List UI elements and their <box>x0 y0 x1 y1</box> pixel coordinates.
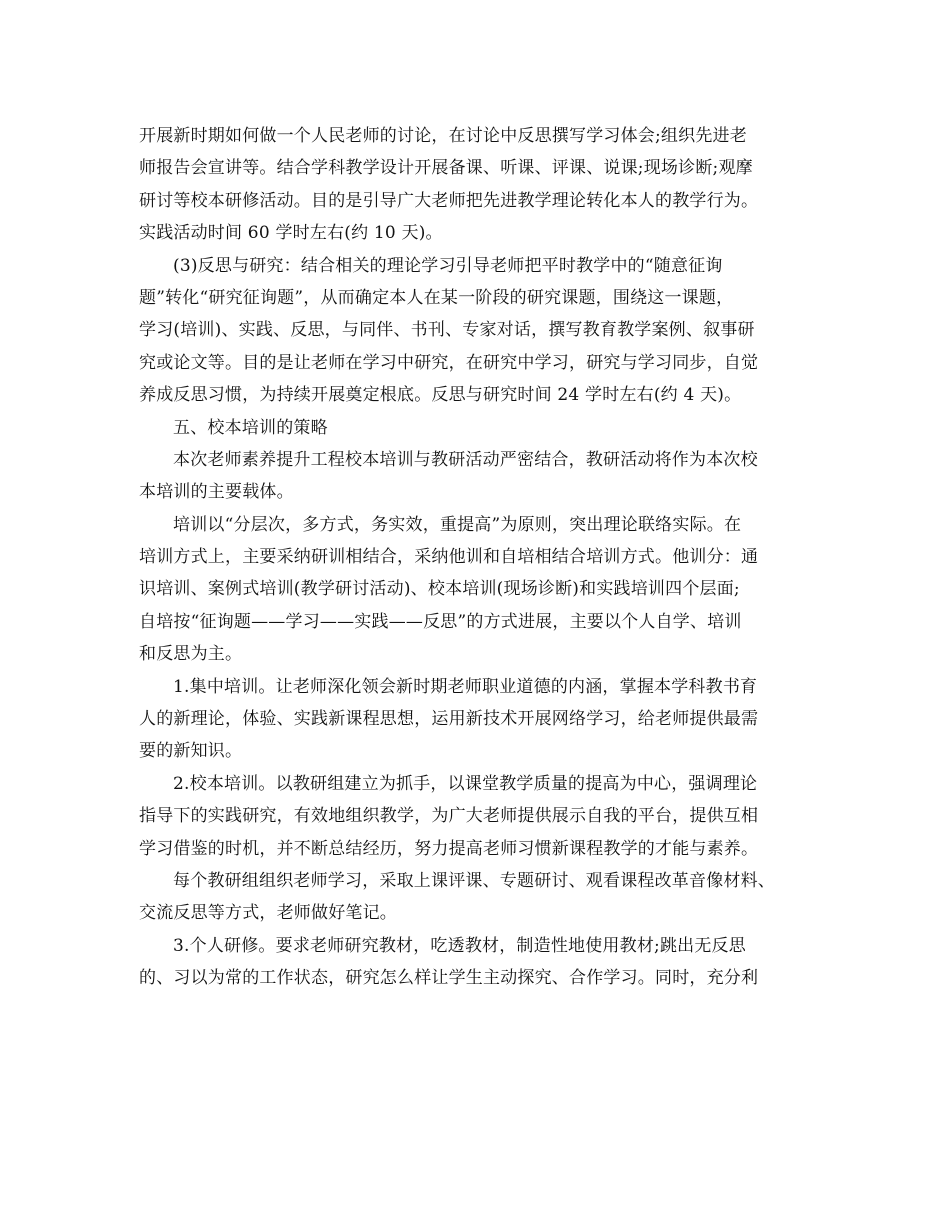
text-line-8: 究或论文等。目的是让老师在学习中研究，在研究中学习，研究与学习同步，自觉 <box>139 352 759 373</box>
text-line-16: 自培按“征询题——学习——实践——反思”的方式进展，主要以个人自学、培训 <box>139 611 742 632</box>
text-line-19: 人的新理论，体验、实践新课程思想，运用新技术开展网络学习，给老师提供最需 <box>139 709 759 730</box>
text-line-22: 指导下的实践研究，有效地组织教学，为广大老师提供展示自我的平台，提供互相 <box>139 806 759 827</box>
document-body <box>139 120 821 995</box>
text-line-20: 要的新知识。 <box>139 741 243 762</box>
text-line-24: 每个教研组组织老师学习，采取上课评课、专题研讨、观看课程改革音像材料、 <box>173 870 775 891</box>
text-line-14: 培训方式上，主要采纳研训相结合，采纳他训和自培相结合培训方式。他训分：通 <box>139 547 759 568</box>
text-line-26: 3.个人研修。要求老师研究教材，吃透教材，制造性地使用教材;跳出无反思 <box>173 935 746 956</box>
text-line-21: 2.校本培训。以教研组建立为抓手，以课堂教学质量的提高为中心，强调理论 <box>173 773 758 794</box>
text-line-15: 识培训、案例式培训(教学研讨活动)、校本培训(现场诊断)和实践培训四个层面; <box>139 579 740 600</box>
section-heading: 五、校本培训的策略 <box>173 417 328 438</box>
text-line-17: 和反思为主。 <box>139 644 243 665</box>
text-line-27: 的、习以为常的工作状态，研究怎么样让学生主动探究、合作学习。同时，充分利 <box>139 968 759 989</box>
text-line-11: 本次老师素养提升工程校本培训与教研活动严密结合，教研活动将作为本次校 <box>173 449 758 470</box>
text-line-1: 开展新时期如何做一个人民老师的讨论，在讨论中反思撰写学习体会;组织先进老 <box>139 126 747 146</box>
text-line-12: 本培训的主要载体。 <box>139 482 294 503</box>
text-line-9: 养成反思习惯，为持续开展奠定根底。反思与研究时间 24 学时左右(约 4 天)。 <box>139 385 742 406</box>
text-line-7: 学习(培训)、实践、反思，与同伴、书刊、专家对话，撰写教育教学案例、叙事研 <box>139 320 755 341</box>
text-line-2: 师报告会宣讲等。结合学科教学设计开展备课、听课、评课、说课;现场诊断;观摩 <box>139 158 753 179</box>
text-line-3: 研讨等校本研修活动。目的是引导广大老师把先进教学理论转化本人的教学行为。 <box>139 190 759 211</box>
text-line-18: 1.集中培训。让老师深化领会新时期老师职业道德的内涵，掌握本学科教书育 <box>173 676 758 697</box>
text-line-25: 交流反思等方式，老师做好笔记。 <box>139 903 397 924</box>
text-line-4: 实践活动时间 60 学时左右(约 10 天)。 <box>139 223 443 244</box>
text-line-13: 培训以“分层次，多方式，务实效，重提高”为原则，突出理论联络实际。在 <box>173 514 742 535</box>
text-line-5: (3)反思与研究：结合相关的理论学习引导老师把平时教学中的“随意征询 <box>173 255 723 276</box>
text-line-6: 题”转化“研究征询题”，从而确定本人在某一阶段的研究课题，围绕这一课题， <box>139 287 734 308</box>
text-line-23: 学习借鉴的时机，并不断总结经历，努力提高老师习惯新课程教学的才能与素养。 <box>139 838 759 859</box>
